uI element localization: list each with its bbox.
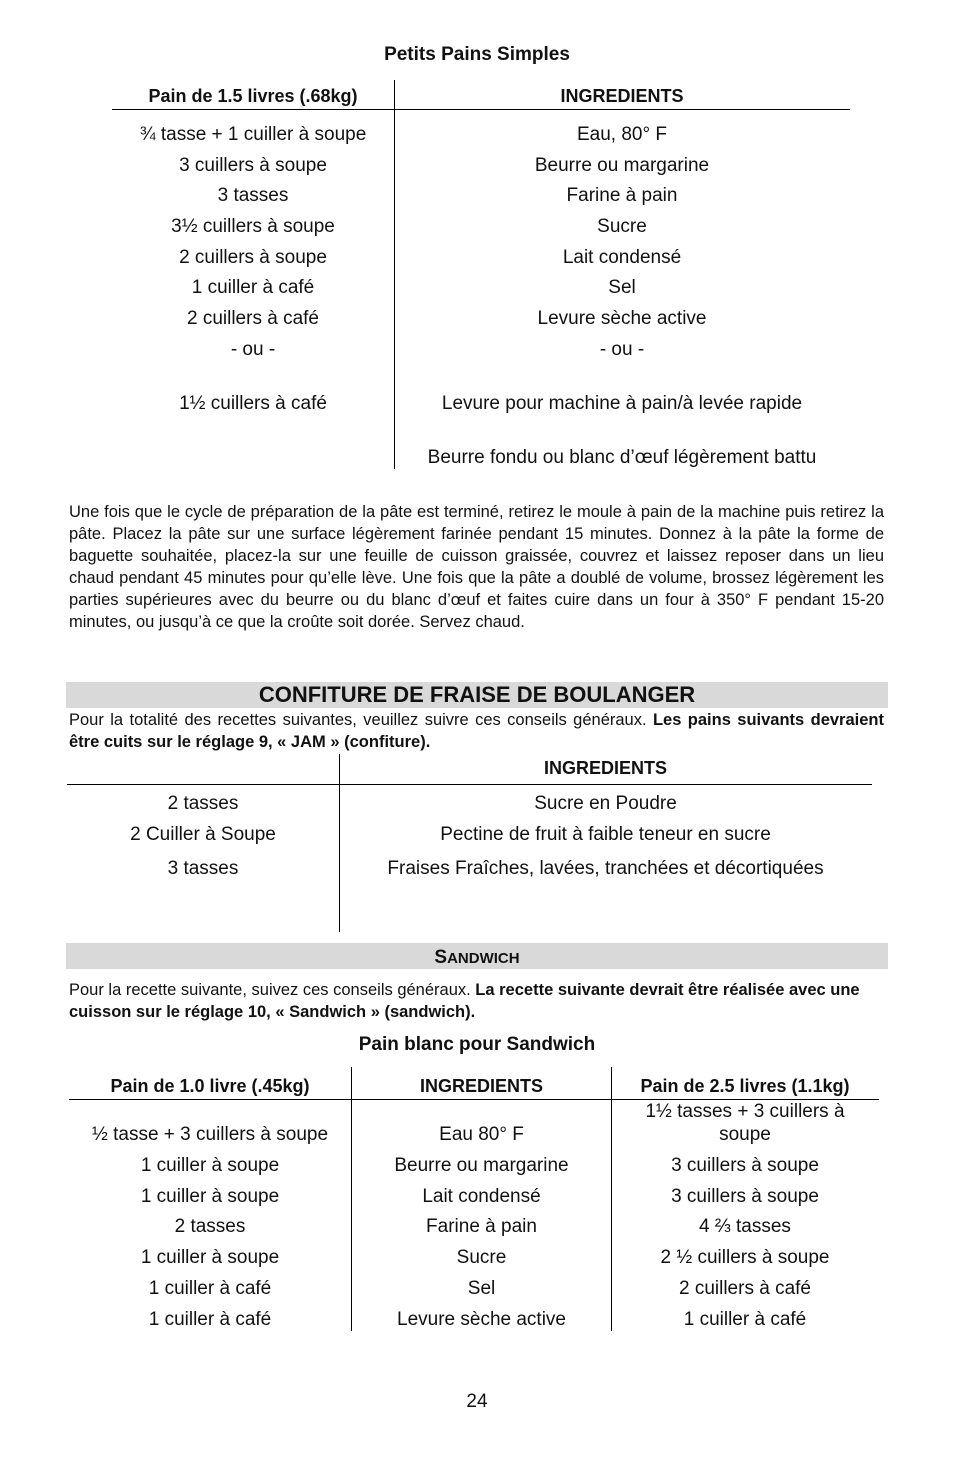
intro-bold-text: Les pains suivants devraient être cuits sur le réglage 9, « JAM » (confiture).: [69, 711, 884, 751]
table-cell-quantity-large: 2 cuillers à café: [678, 1278, 811, 1299]
table-cell-ingredient: Farine à pain: [426, 1216, 537, 1237]
intro-text: Pour la recette suivante, suivez ces conseils généraux.: [69, 981, 476, 999]
table-cell-ingredient: Beurre fondu ou blanc d’œuf légèrement battu: [427, 447, 817, 468]
column-header-ingredients: INGREDIENTS: [560, 86, 684, 106]
section-title: [66, 943, 888, 972]
section-title: CONFITURE DE FRAISE DE BOULANGER: [258, 682, 696, 707]
table-cell-ingredient: Levure pour machine à pain/à levée rapide: [441, 393, 803, 414]
table-cell-ingredient: Sucre: [456, 1247, 507, 1268]
table-cell-quantity-large: 1½ tasses + 3 cuillers à soupe: [645, 1101, 845, 1145]
table-cell-quantity: 1 cuiller à café: [148, 1278, 272, 1299]
table-cell-quantity: 3 cuillers à soupe: [179, 155, 327, 176]
table-header-rule: [112, 109, 850, 110]
table-cell-quantity: 1 cuiller à café: [148, 1309, 272, 1330]
table-cell-ingredient: Sucre en Poudre: [534, 793, 677, 814]
instructions-paragraph: Une fois que le cycle de préparation de la pâte est terminé, retirez le moule à pain de la machine puis retirez la pâte. Placez la pâte sur une surface légèrement farinée pendant 15 minutes. Donnez à la pâte la forme de baguette souhaitée, placez-la sur une feuille de cuisson graissée, couvrez et laissez reposer dans un lieu chaud pendant 45 minutes pour qu’elle lève. Une fois que la pâte a doublé de volume, brossez légèrement les parties supérieures avec du beurre ou du blanc d’œuf et faites cuire dans un four à 350° F pendant 15-20 minutes, ou jusqu’à ce que la croûte soit dorée. Servez chaud.: [69, 503, 884, 631]
recipe-title: Petits Pains Simples: [384, 44, 570, 65]
intro-bold-text: La recette suivante devrait être réalisée avec une cuisson sur le réglage 10, « Sandwich » (sandwich).: [69, 981, 860, 1021]
section-band-sandwich: [66, 943, 888, 969]
section-band-confiture: [66, 682, 888, 708]
page-number: 24: [466, 1391, 488, 1412]
table-cell-quantity: 2 tasses: [167, 793, 239, 814]
recipe-title: Pain blanc pour Sandwich: [358, 1034, 596, 1055]
column-header-ingredients: INGREDIENTS: [419, 1076, 543, 1096]
table-cell-ingredient: Pectine de fruit à faible teneur en sucre: [440, 824, 771, 845]
column-header-quantity: Pain de 1.5 livres (.68kg): [148, 86, 358, 106]
table-cell-quantity: 2 Cuiller à Soupe: [130, 824, 276, 845]
table-cell-quantity-large: 2 ½ cuillers à soupe: [660, 1247, 830, 1268]
table-cell-quantity: ½ tasse + 3 cuillers à soupe: [91, 1124, 329, 1145]
table-cell-quantity: 2 cuillers à café: [186, 308, 319, 329]
table-cell-ingredient: Levure sèche active: [537, 308, 707, 329]
column-header-small-loaf: Pain de 1.0 livre (.45kg): [110, 1076, 310, 1096]
table-cell-quantity: 1½ cuillers à café: [179, 393, 327, 414]
section-intro: [69, 709, 884, 753]
intro-text: Pour la totalité des recettes suivantes, veuillez suivre ces conseils généraux.: [69, 711, 653, 729]
table-cell-quantity: 3 tasses: [217, 185, 289, 206]
table-cell-quantity: 1 cuiller à café: [191, 277, 315, 298]
table-cell-quantity: - ou -: [230, 339, 276, 360]
table-cell-quantity: 1 cuiller à soupe: [140, 1247, 280, 1268]
table-cell-quantity-large: 3 cuillers à soupe: [671, 1155, 819, 1176]
column-header-ingredients: INGREDIENTS: [543, 758, 667, 778]
table-cell-ingredient: Beurre ou margarine: [394, 1155, 569, 1176]
table-cell-ingredient: Sel: [608, 277, 636, 298]
section-title-initial: S: [434, 947, 448, 968]
table-cell-quantity: 1 cuiller à soupe: [140, 1186, 280, 1207]
table-cell-quantity: 3½ cuillers à soupe: [171, 216, 335, 237]
table-cell-ingredient: Sel: [467, 1278, 496, 1299]
table-cell-quantity: 1 cuiller à soupe: [140, 1155, 280, 1176]
column-header-large-loaf: Pain de 2.5 livres (1.1kg): [640, 1076, 850, 1096]
table-cell-ingredient: Fraises Fraîches, lavées, tranchées et décortiquées: [387, 858, 824, 879]
table-cell-ingredient: Levure sèche active: [397, 1309, 566, 1330]
table-cell-quantity: 3 tasses: [167, 858, 239, 879]
table-cell-quantity-large: 3 cuillers à soupe: [671, 1186, 819, 1207]
table-header-rule: [67, 784, 872, 785]
table-cell-ingredient: Sucre: [597, 216, 647, 237]
section-title-rest: ANDWICH: [447, 950, 520, 967]
table-cell-ingredient: Lait condensé: [562, 247, 682, 268]
table-cell-quantity: 2 cuillers à soupe: [179, 247, 327, 268]
table-cell-ingredient: Eau, 80° F: [577, 124, 667, 145]
table-cell-ingredient: Beurre ou margarine: [534, 155, 710, 176]
table-cell-quantity-large: 1 cuiller à café: [683, 1309, 807, 1330]
table-cell-ingredient: Lait condensé: [422, 1186, 541, 1207]
section-intro: [69, 979, 884, 1023]
table-cell-ingredient: Farine à pain: [566, 185, 678, 206]
table-cell-quantity: ¾ tasse + 1 cuiller à soupe: [139, 124, 367, 145]
table-cell-ingredient: - ou -: [599, 339, 645, 360]
table-cell-ingredient: Eau 80° F: [439, 1124, 524, 1145]
table-cell-quantity-large: 4 ⅔ tasses: [699, 1216, 791, 1237]
table-cell-quantity: 2 tasses: [174, 1216, 246, 1237]
